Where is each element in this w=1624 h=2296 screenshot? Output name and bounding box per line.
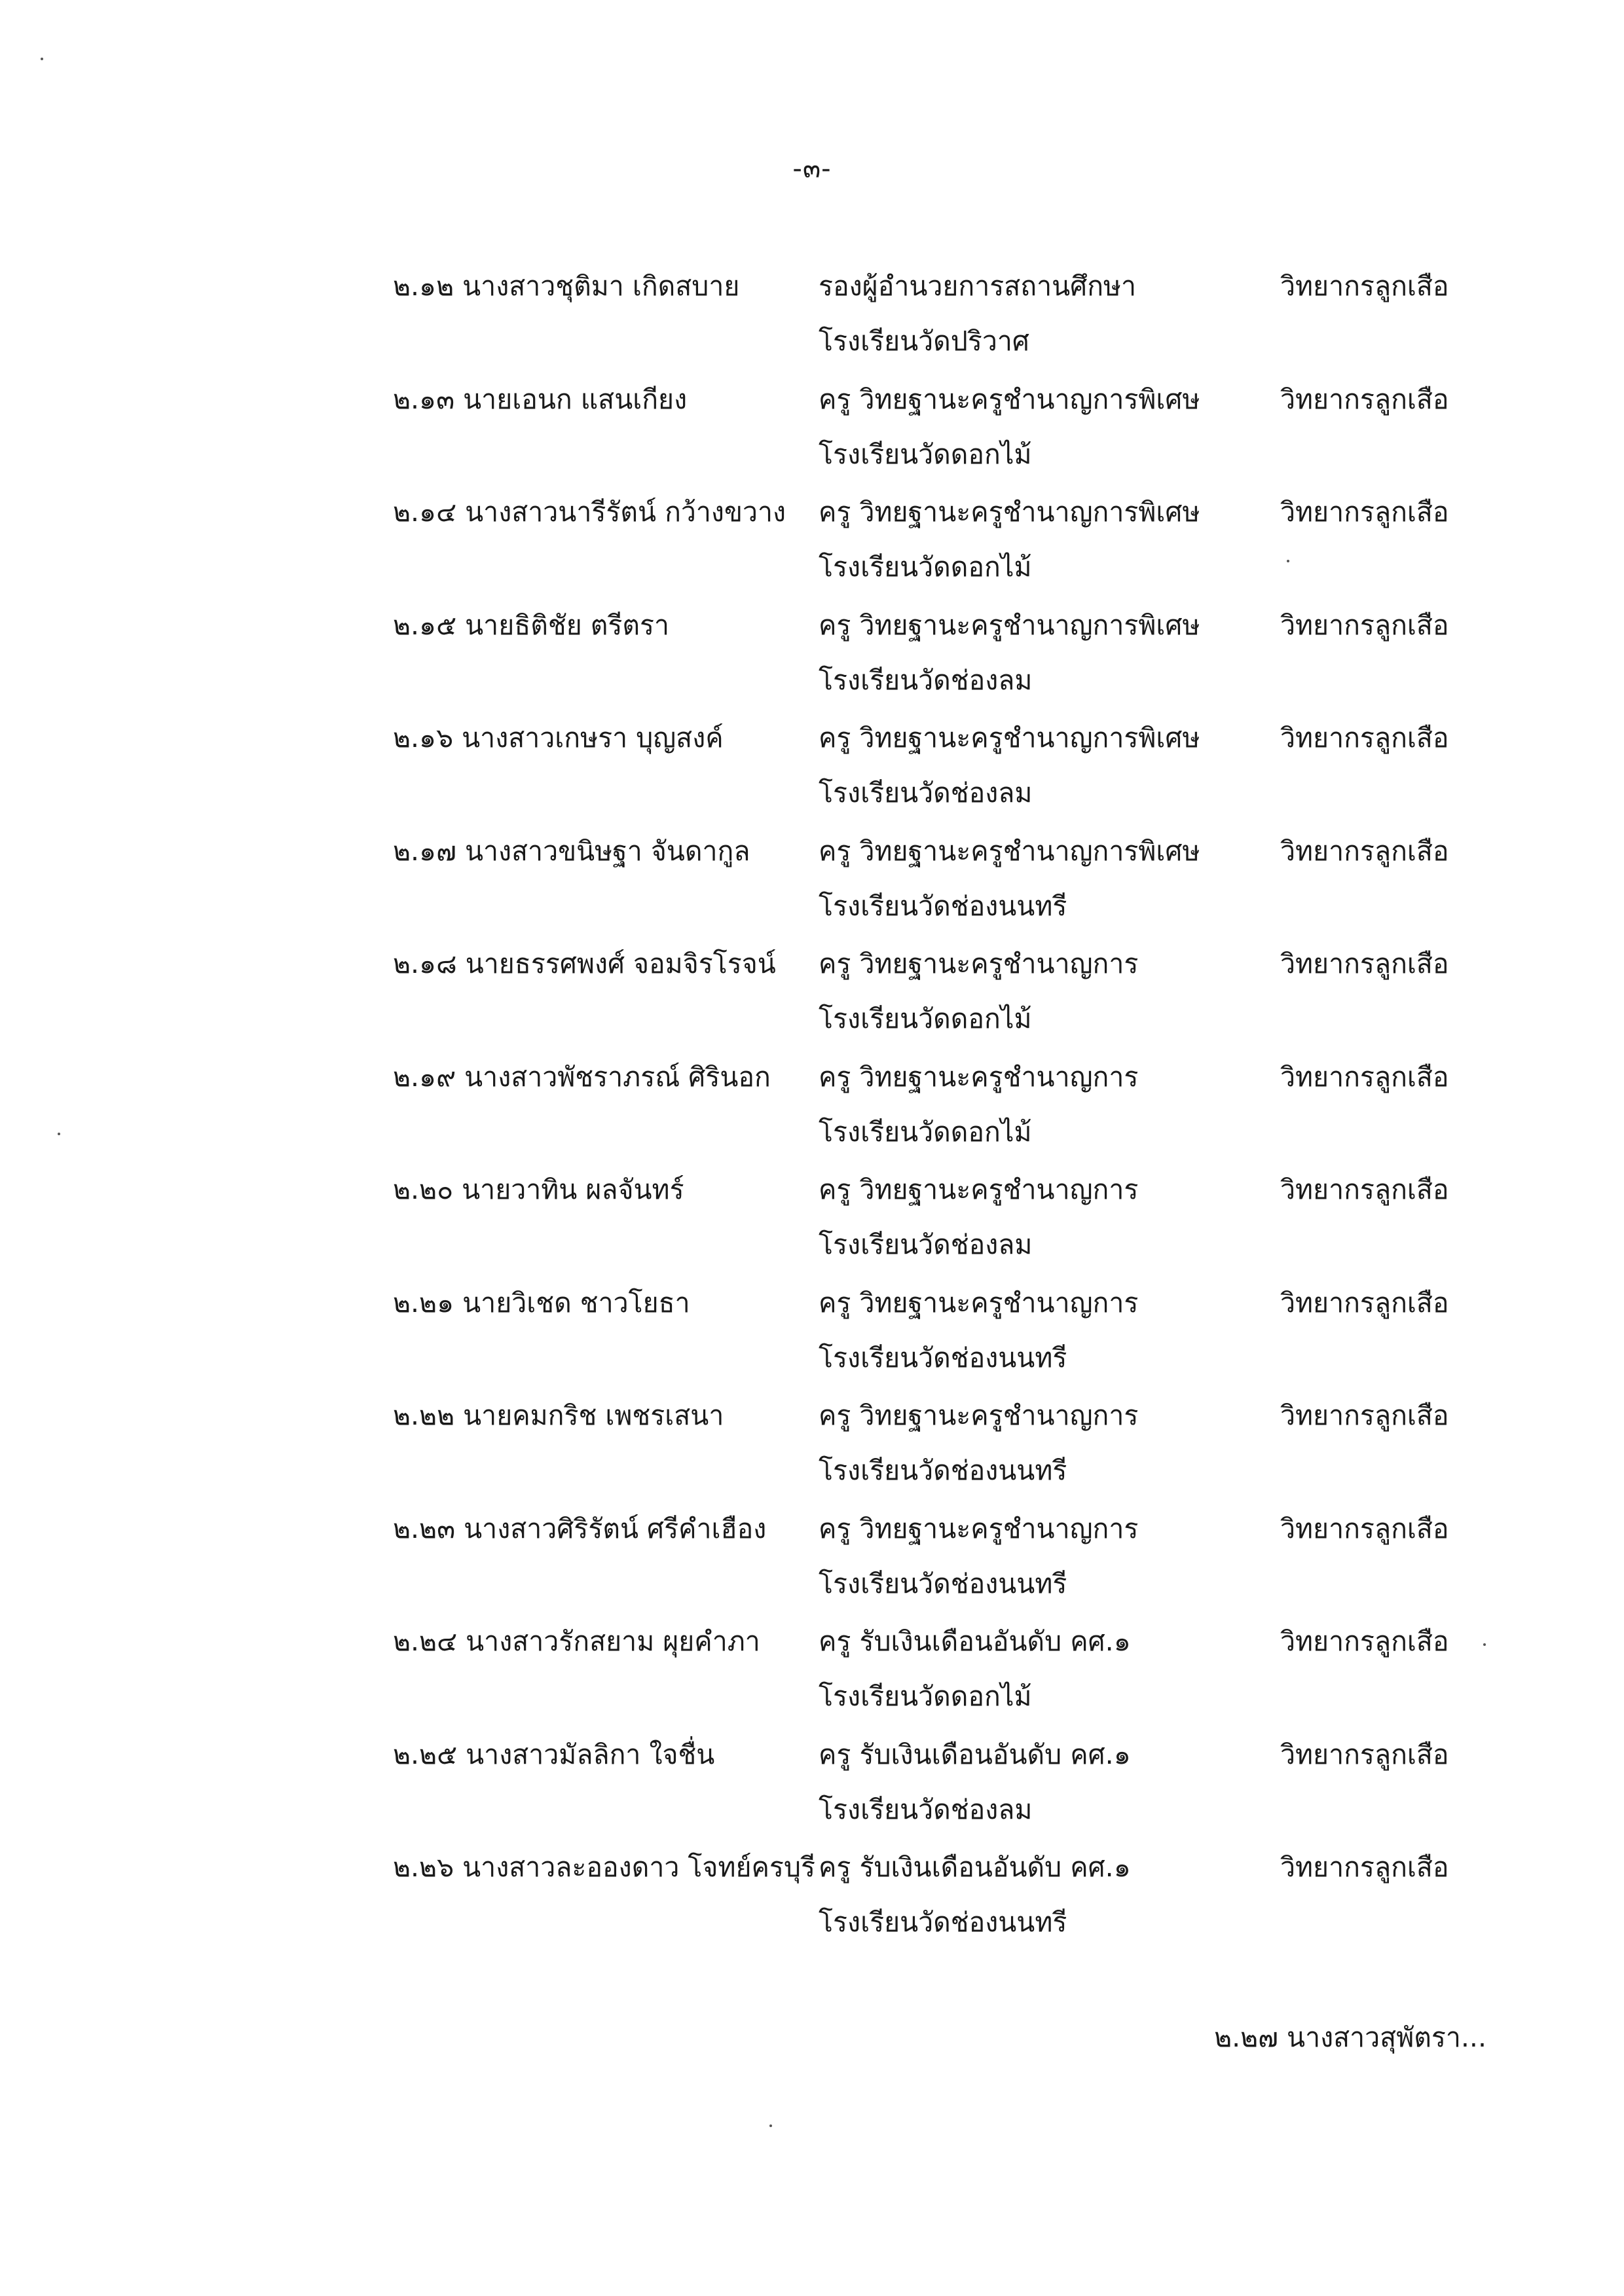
list-item (0, 824, 1624, 936)
position-title: ครู วิทยฐานะครูชำนาญการพิเศษ (819, 835, 1200, 867)
school-name: โรงเรียนวัดดอกไม้ (819, 438, 1032, 470)
person-role: วิทยากรลูกเสือ (1280, 1400, 1449, 1431)
school-name: โรงเรียนวัดช่องนนทรี (819, 1455, 1067, 1486)
list-item (0, 259, 1624, 371)
person-position (819, 1727, 1131, 1837)
school-name: โรงเรียนวัดดอกไม้ (819, 1003, 1032, 1034)
list-item (0, 1162, 1624, 1275)
position-title: ครู วิทยฐานะครูชำนาญการ (819, 1061, 1139, 1093)
school-name: โรงเรียนวัดช่องลม (819, 1793, 1033, 1825)
school-name: โรงเรียนวัดปริวาศ (819, 325, 1029, 357)
school-name: โรงเรียนวัดช่องนนทรี (819, 1341, 1067, 1374)
person-role: วิทยากรลูกเสือ (1280, 609, 1449, 641)
person-position (819, 1840, 1131, 1950)
position-title: ครู วิทยฐานะครูชำนาญการ (819, 1512, 1139, 1544)
person-role: วิทยากรลูกเสือ (1280, 1626, 1449, 1657)
list-item (0, 1501, 1624, 1614)
person-name: ๒.๑๖ นางสาวเกษรา บุญสงค์ (393, 722, 724, 754)
person-position (819, 1162, 1138, 1272)
school-name: โรงเรียนวัดช่องลม (819, 777, 1033, 809)
person-position (819, 824, 1200, 934)
person-position (819, 1275, 1138, 1385)
person-position (819, 1388, 1138, 1498)
school-name: โรงเรียนวัดช่องลม (819, 1229, 1033, 1260)
school-name: โรงเรียนวัดช่องนนทรี (819, 1567, 1067, 1599)
person-name: ๒.๒๕ นางสาวมัลลิกา ใจชื่น (393, 1738, 715, 1770)
person-position (819, 710, 1200, 820)
school-name: โรงเรียนวัดดอกไม้ (819, 551, 1032, 583)
person-name: ๒.๒๓ นางสาวศิริรัตน์ ศรีคำเฮือง (393, 1512, 767, 1544)
school-name: โรงเรียนวัดช่องนนทรี (819, 1906, 1067, 1938)
school-name: โรงเรียนวัดช่องนนทรี (819, 890, 1067, 922)
person-role: วิทยากรลูกเสือ (1280, 1286, 1449, 1319)
person-role: วิทยากรลูกเสือ (1280, 383, 1449, 415)
person-position (819, 598, 1200, 708)
person-name: ๒.๑๙ นางสาวพัชราภรณ์ ศิรินอก (393, 1061, 771, 1093)
person-role: วิทยากรลูกเสือ (1280, 1851, 1449, 1883)
person-name: ๒.๒๖ นางสาวละอองดาว โจทย์ครบุรี (393, 1851, 815, 1883)
person-name: ๒.๑๗ นางสาวขนิษฐา จันดากูล (393, 835, 750, 867)
person-name: ๒.๑๔ นางสาวนารีรัตน์ กว้างขวาง (393, 496, 786, 528)
person-name: ๒.๑๘ นายธรรศพงศ์ จอมจิรโรจน์ (393, 948, 776, 979)
list-item (0, 1614, 1624, 1726)
position-title: ครู วิทยฐานะครูชำนาญการ (819, 1174, 1139, 1205)
scan-speck (1287, 560, 1289, 562)
list-item (0, 1840, 1624, 1952)
list-item (0, 1727, 1624, 1840)
person-role: วิทยากรลูกเสือ (1280, 1174, 1449, 1205)
person-name: ๒.๒๒ นายคมกริช เพชรเสนา (393, 1400, 724, 1431)
person-role: วิทยากรลูกเสือ (1280, 496, 1449, 528)
person-role: วิทยากรลูกเสือ (1280, 1738, 1449, 1770)
school-name: โรงเรียนวัดช่องลม (819, 664, 1033, 696)
position-title: ครู วิทยฐานะครูชำนาญการพิเศษ (819, 383, 1200, 415)
school-name: โรงเรียนวัดดอกไม้ (819, 1116, 1032, 1148)
person-role: วิทยากรลูกเสือ (1280, 722, 1449, 754)
person-position (819, 1614, 1131, 1724)
list-item (0, 710, 1624, 823)
school-name: โรงเรียนวัดดอกไม้ (819, 1681, 1032, 1712)
person-position (819, 484, 1200, 594)
scan-speck (769, 2124, 772, 2127)
person-name: ๒.๑๕ นายธิติชัย ตรีตรา (393, 609, 670, 641)
person-position (819, 372, 1200, 482)
person-role: วิทยากรลูกเสือ (1280, 948, 1449, 979)
person-name: ๒.๑๓ นายเอนก แสนเกียง (393, 383, 688, 415)
list-item (0, 372, 1624, 484)
list-item (0, 1049, 1624, 1162)
person-name: ๒.๑๒ นางสาวชุติมา เกิดสบาย (393, 270, 740, 302)
scan-speck (41, 58, 43, 60)
position-title: รองผู้อำนวยการสถานศึกษา (819, 270, 1137, 302)
list-item (0, 1275, 1624, 1388)
person-position (819, 1501, 1138, 1611)
person-position (819, 259, 1136, 369)
list-item (0, 936, 1624, 1049)
position-title: ครู วิทยฐานะครูชำนาญการพิเศษ (819, 609, 1200, 641)
person-role: วิทยากรลูกเสือ (1280, 1512, 1449, 1544)
person-name: ๒.๒๑ นายวิเชด ชาวโยธา (393, 1286, 690, 1319)
list-item (0, 1388, 1624, 1501)
scan-speck (1483, 1643, 1486, 1646)
person-role: วิทยากรลูกเสือ (1280, 835, 1449, 867)
person-role: วิทยากรลูกเสือ (1280, 270, 1449, 302)
position-title: ครู รับเงินเดือนอันดับ คศ.๑ (819, 1738, 1131, 1770)
page-number: -๓- (792, 154, 832, 184)
position-title: ครู วิทยฐานะครูชำนาญการพิเศษ (819, 722, 1200, 754)
person-role: วิทยากรลูกเสือ (1280, 1061, 1449, 1093)
position-title: ครู รับเงินเดือนอันดับ คศ.๑ (819, 1626, 1131, 1657)
person-name: ๒.๒๔ นางสาวรักสยาม ผุยคำภา (393, 1626, 760, 1657)
person-position (819, 936, 1138, 1046)
position-title: ครู วิทยฐานะครูชำนาญการ (819, 948, 1139, 979)
position-title: ครู รับเงินเดือนอันดับ คศ.๑ (819, 1851, 1131, 1883)
position-title: ครู วิทยฐานะครูชำนาญการพิเศษ (819, 496, 1200, 528)
list-item (0, 484, 1624, 597)
person-name: ๒.๒๐ นายวาทิน ผลจันทร์ (393, 1174, 684, 1205)
position-title: ครู วิทยฐานะครูชำนาญการ (819, 1286, 1139, 1319)
position-title: ครู วิทยฐานะครูชำนาญการ (819, 1400, 1139, 1431)
continuation-text: ๒.๒๗ นางสาวสุพัตรา... (1214, 2022, 1486, 2053)
person-position (819, 1049, 1138, 1159)
scan-speck (58, 1133, 60, 1135)
list-item (0, 598, 1624, 710)
